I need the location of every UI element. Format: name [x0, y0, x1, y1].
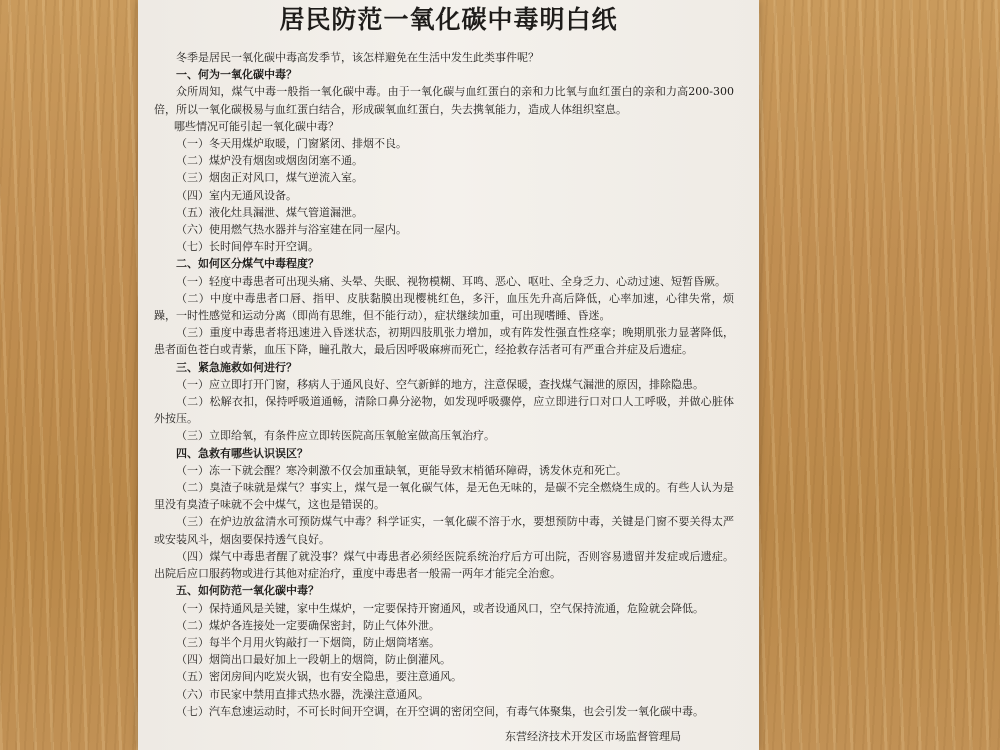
list-item: （四）烟筒出口最好加上一段朝上的烟筒，防止倒灌风。 [176, 653, 451, 667]
list-item: （五）液化灶具漏泄、煤气管道漏泄。 [176, 205, 363, 219]
list-item: （三）在炉边放盆清水可预防煤气中毒？科学证实，一氧化碳不溶于水，要想预防中毒，关键是门窗不要关得太严或安装风斗，烟囱要保持透气良好。 [154, 515, 734, 546]
list-item: （二）煤炉各连接处一定要确保密封，防止气体外泄。 [176, 618, 440, 632]
list-item: （四）煤气中毒患者醒了就没事？煤气中毒患者必须经医院系统治疗后方可出院，否则容易遗留并发症或后遗症。出院后应口服药物或进行其他对症治疗，重度中毒患者一般需一两年才能完全治愈。 [154, 549, 734, 581]
list-item: （七）汽车怠速运动时，不可长时间开空调，在开空调的密闭空间，有毒气体聚集，也会引发一氧化碳中毒。 [176, 704, 704, 718]
list-item: （三）立即给氧，有条件应立即转医院高压氧舱室做高压氧治疗。 [176, 429, 495, 443]
list-item: （一）轻度中毒患者可出现头痛、头晕、失眠、视物模糊、耳鸣、恶心、呕吐、全身乏力、心动过速、短暂昏厥。 [176, 274, 726, 288]
list-item: （一）冬天用煤炉取暖，门窗紧闭、排烟不良。 [176, 137, 407, 151]
list-item: （三）重度中毒患者将迅速进入昏迷状态，初期四肢肌张力增加，或有阵发性强直性痉挛；晚期肌张力显著降低，患者面色苍白或青紫，血压下降，瞳孔散大，最后因呼吸麻痹而死亡，经抢救存活者可有严重合并症及后遗症。 [154, 326, 734, 357]
notice-paper [138, 0, 759, 750]
issuer-signature: 东营经济技术开发区市场监督管理局 [505, 730, 681, 743]
list-item: （二）臭渣子味就是煤气？事实上，煤气是一氧化碳气体，是无色无味的，是碳不完全燃烧生成的。有些人认为是里没有臭渣子味就不会中煤气，这也是错误的。 [154, 481, 734, 512]
list-item: （一）冻一下就会醒？寒冷刺激不仅会加重缺氧，更能导致末梢循环障碍，诱发休克和死亡。 [176, 463, 627, 477]
list-item: （七）长时间停车时开空调。 [176, 240, 319, 254]
list-item: （六）使用燃气热水器并与浴室建在同一屋内。 [176, 223, 407, 237]
notice-body [154, 49, 734, 720]
list-item: （六）市民家中禁用直排式热水器，洗澡注意通风。 [176, 687, 429, 701]
list-item: （二）松解衣扣，保持呼吸道通畅，清除口鼻分泌物，如发现呼吸骤停，应立即进行口对口人工呼吸，并做心脏体外按压。 [154, 395, 734, 426]
list-item: （一）应立即打开门窗，移病人于通风良好、空气新鲜的地方，注意保暖，查找煤气漏泄的原因，排除隐患。 [176, 377, 704, 391]
list-item: （三）烟囱正对风口，煤气逆流入室。 [176, 171, 363, 185]
section-2-heading: 二、如何区分煤气中毒程度？ [176, 257, 319, 271]
section-1-paragraph: 众所周知，煤气中毒一般指一氧化碳中毒。由于一氧化碳与血红蛋白的亲和力比氧与血红蛋白的亲和力高200-300倍，所以一氧化碳极易与血红蛋白结合，形成碳氧血红蛋白，失去携氧能力，造成人体组织窒息。 [154, 85, 734, 116]
section-5-heading: 五、如何防范一氧化碳中毒？ [176, 584, 319, 598]
list-item: （四）室内无通风设备。 [176, 188, 297, 202]
section-4-heading: 四、急救有哪些认识误区？ [176, 446, 308, 460]
section-1-question: 哪些情况可能引起一氧化碳中毒？ [174, 119, 339, 133]
intro-text: 冬季是居民一氧化碳中毒高发季节，该怎样避免在生活中发生此类事件呢？ [176, 51, 539, 64]
section-3-heading: 三、紧急施救如何进行？ [176, 360, 297, 374]
list-item: （二）煤炉没有烟囱或烟囱闭塞不通。 [176, 154, 363, 168]
list-item: （三）每半个月用火钩敲打一下烟筒，防止烟筒堵塞。 [176, 635, 440, 649]
list-item: （五）密闭房间内吃炭火锅，也有安全隐患，要注意通风。 [176, 670, 462, 684]
list-item: （二）中度中毒患者口唇、指甲、皮肤黏膜出现樱桃红色，多汗，血压先升高后降低，心率加速，心律失常，烦躁，一时性感觉和运动分离（即尚有思维，但不能行动），症状继续加重，可出现嗜睡、昏迷。 [154, 291, 734, 323]
list-item: （一）保持通风是关键，家中生煤炉，一定要保持开窗通风，或者设通风口，空气保持流通，危险就会降低。 [176, 601, 704, 615]
section-1-heading: 一、何为一氧化碳中毒？ [176, 68, 297, 82]
page-title: 居民防范一氧化碳中毒明白纸 [279, 5, 618, 34]
